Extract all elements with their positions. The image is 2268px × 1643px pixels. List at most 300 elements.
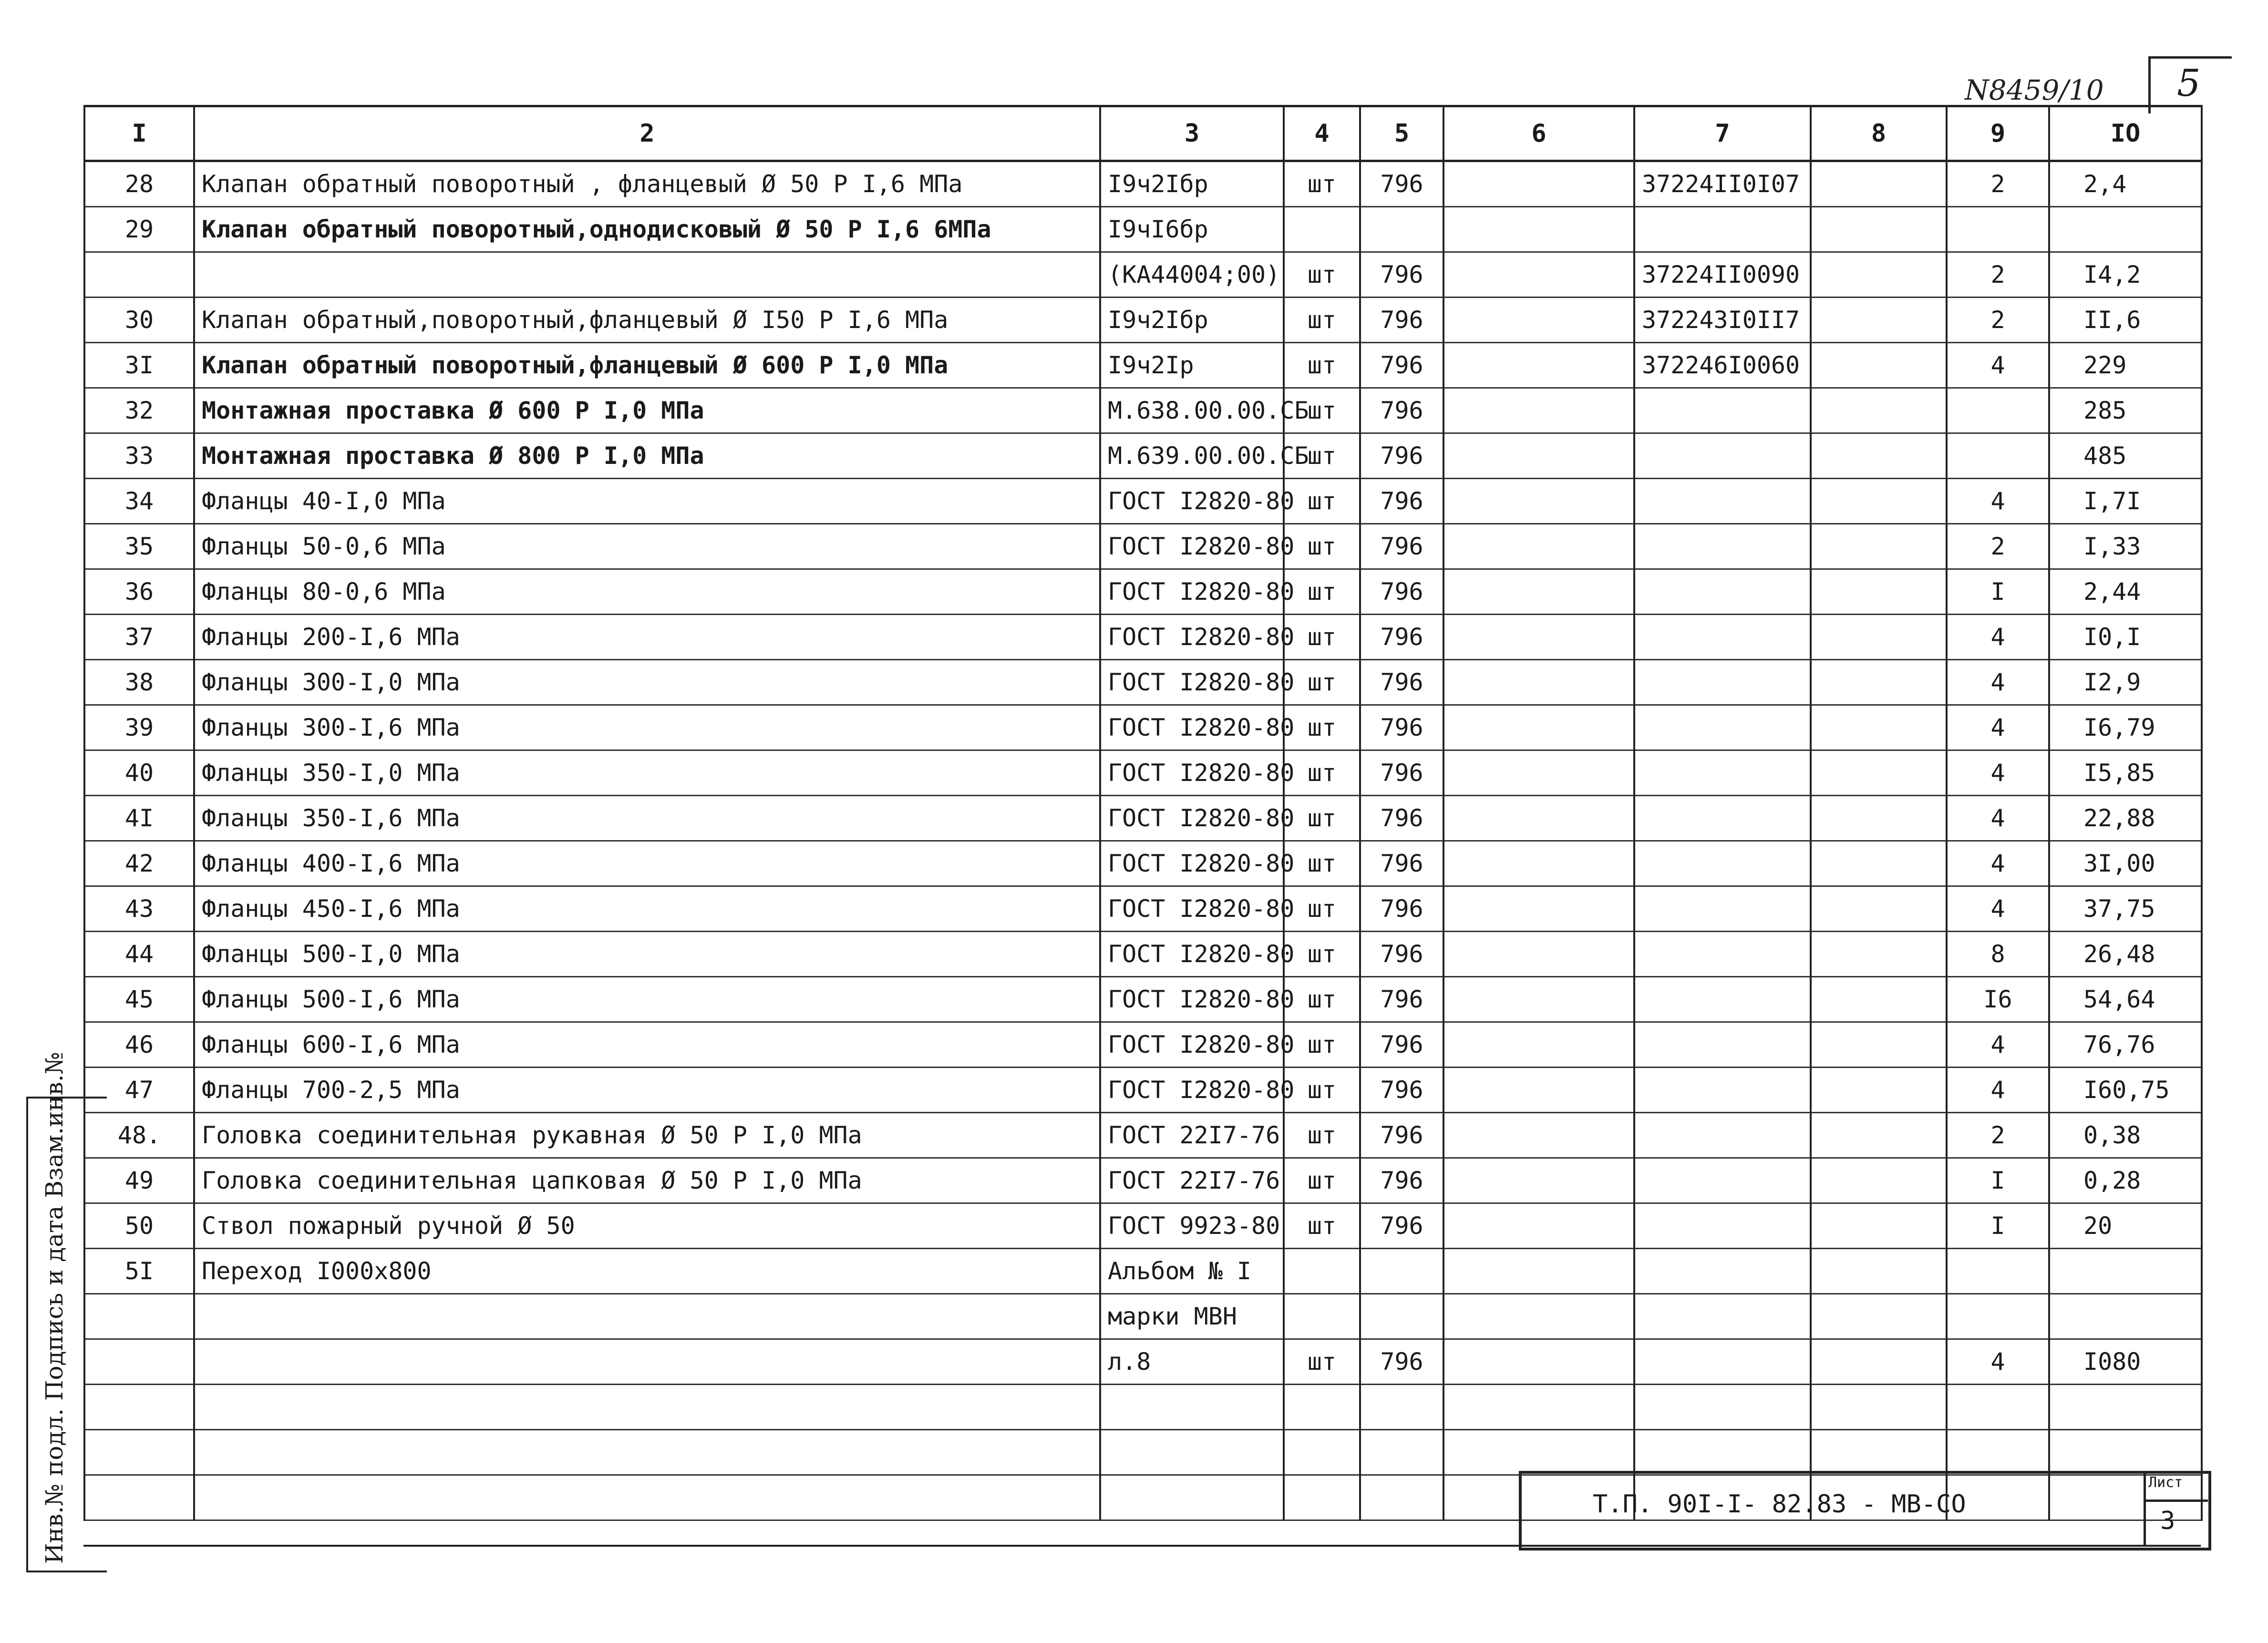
row-designation <box>1100 1475 1284 1520</box>
row-mass: 22,88 <box>2049 796 2202 841</box>
row-name <box>194 1339 1100 1385</box>
row-code <box>1634 569 1811 615</box>
row-unit-code <box>1360 1430 1443 1475</box>
row-unit: шт <box>1284 750 1360 796</box>
row-unit <box>1284 1430 1360 1475</box>
row-code <box>1634 1113 1811 1158</box>
row-quantity: I <box>1947 1203 2049 1249</box>
row-unit: шт <box>1284 977 1360 1022</box>
row-code <box>1634 479 1811 524</box>
row-unit: шт <box>1284 433 1360 479</box>
row-unit: шт <box>1284 932 1360 977</box>
row-unit-code: 796 <box>1360 750 1443 796</box>
row-code <box>1634 1158 1811 1203</box>
row-number: 50 <box>84 1203 194 1249</box>
row-col8 <box>1811 298 1947 343</box>
row-unit: шт <box>1284 1158 1360 1203</box>
row-col6 <box>1443 161 1634 207</box>
row-unit: шт <box>1284 615 1360 660</box>
row-unit-code <box>1360 1475 1443 1520</box>
table-row <box>84 1203 2202 1249</box>
row-col8 <box>1811 1158 1947 1203</box>
header-col-1: I <box>84 106 194 161</box>
handwritten-number: N8459/10 <box>1965 74 2104 106</box>
row-name: Переход I000х800 <box>194 1249 1100 1294</box>
row-code <box>1634 1249 1811 1294</box>
row-quantity: I6 <box>1947 977 2049 1022</box>
row-col8 <box>1811 479 1947 524</box>
row-name: Фланцы 600-I,6 МПа <box>194 1022 1100 1068</box>
row-unit: шт <box>1284 1113 1360 1158</box>
row-col6 <box>1443 660 1634 705</box>
row-quantity <box>1947 433 2049 479</box>
row-mass: I,33 <box>2049 524 2202 569</box>
row-number: 49 <box>84 1158 194 1203</box>
row-code <box>1634 977 1811 1022</box>
row-designation: I9ч2Iр <box>1100 343 1284 388</box>
row-col6 <box>1443 750 1634 796</box>
row-name <box>194 1430 1100 1475</box>
row-quantity <box>1947 1249 2049 1294</box>
row-designation: ГОСТ I2820-80 <box>1100 660 1284 705</box>
table-row <box>84 932 2202 977</box>
row-unit-code: 796 <box>1360 1022 1443 1068</box>
row-quantity: 2 <box>1947 161 2049 207</box>
row-unit-code: 796 <box>1360 660 1443 705</box>
table-row <box>84 388 2202 433</box>
row-name: Фланцы 350-I,0 МПа <box>194 750 1100 796</box>
row-unit: шт <box>1284 1203 1360 1249</box>
row-name: Головка соединительная цапковая Ø 50 Р I,0 МПа <box>194 1158 1100 1203</box>
row-col8 <box>1811 750 1947 796</box>
row-number: 28 <box>84 161 194 207</box>
row-unit-code: 796 <box>1360 479 1443 524</box>
row-unit-code <box>1360 1385 1443 1430</box>
row-unit-code: 796 <box>1360 1203 1443 1249</box>
row-code <box>1634 433 1811 479</box>
row-code <box>1634 1294 1811 1339</box>
row-unit-code <box>1360 1294 1443 1339</box>
row-number: 42 <box>84 841 194 886</box>
row-mass: I5,85 <box>2049 750 2202 796</box>
row-designation: I9ч2Iбр <box>1100 298 1284 343</box>
row-mass: 285 <box>2049 388 2202 433</box>
row-designation: М.639.00.00.СБ <box>1100 433 1284 479</box>
row-designation: Альбом № I <box>1100 1249 1284 1294</box>
row-unit-code: 796 <box>1360 1339 1443 1385</box>
row-name: Фланцы 450-I,6 МПа <box>194 886 1100 932</box>
row-number: 46 <box>84 1022 194 1068</box>
table-row <box>84 252 2202 298</box>
row-unit-code: 796 <box>1360 841 1443 886</box>
row-col8 <box>1811 161 1947 207</box>
row-col6 <box>1443 1158 1634 1203</box>
row-unit-code: 796 <box>1360 977 1443 1022</box>
row-col6 <box>1443 841 1634 886</box>
row-code <box>1634 1430 1811 1475</box>
row-mass: 76,76 <box>2049 1022 2202 1068</box>
row-col6 <box>1443 479 1634 524</box>
row-mass: I4,2 <box>2049 252 2202 298</box>
row-number <box>84 252 194 298</box>
row-number: 5I <box>84 1249 194 1294</box>
row-number: 48. <box>84 1113 194 1158</box>
row-code <box>1634 1068 1811 1113</box>
row-number: 33 <box>84 433 194 479</box>
row-designation: ГОСТ I2820-80 <box>1100 1068 1284 1113</box>
row-quantity: 4 <box>1947 705 2049 750</box>
row-number: 44 <box>84 932 194 977</box>
row-unit-code: 796 <box>1360 1113 1443 1158</box>
row-col8 <box>1811 207 1947 252</box>
row-col6 <box>1443 298 1634 343</box>
row-unit: шт <box>1284 161 1360 207</box>
row-quantity: 8 <box>1947 932 2049 977</box>
row-unit-code: 796 <box>1360 932 1443 977</box>
row-designation: марки МВН <box>1100 1294 1284 1339</box>
row-code <box>1634 615 1811 660</box>
row-mass: 54,64 <box>2049 977 2202 1022</box>
row-designation <box>1100 1385 1284 1430</box>
row-designation: ГОСТ I2820-80 <box>1100 796 1284 841</box>
row-unit-code: 796 <box>1360 388 1443 433</box>
row-designation: (КА44004;00) <box>1100 252 1284 298</box>
table-row <box>84 615 2202 660</box>
row-name <box>194 1475 1100 1520</box>
row-quantity: 2 <box>1947 1113 2049 1158</box>
row-designation: М.638.00.00.СБ <box>1100 388 1284 433</box>
row-col6 <box>1443 932 1634 977</box>
row-designation: ГОСТ I2820-80 <box>1100 750 1284 796</box>
row-col6 <box>1443 886 1634 932</box>
row-mass: 485 <box>2049 433 2202 479</box>
row-name: Фланцы 350-I,6 МПа <box>194 796 1100 841</box>
row-unit: шт <box>1284 524 1360 569</box>
row-quantity: I <box>1947 569 2049 615</box>
row-mass: 2,44 <box>2049 569 2202 615</box>
row-quantity: 4 <box>1947 660 2049 705</box>
table-row <box>84 298 2202 343</box>
row-designation: ГОСТ I2820-80 <box>1100 524 1284 569</box>
header-col-2: 2 <box>194 106 1100 161</box>
row-mass: II,6 <box>2049 298 2202 343</box>
row-number: 45 <box>84 977 194 1022</box>
row-unit-code: 796 <box>1360 433 1443 479</box>
row-mass: 26,48 <box>2049 932 2202 977</box>
row-col8 <box>1811 524 1947 569</box>
row-unit-code: 796 <box>1360 705 1443 750</box>
row-col8 <box>1811 1385 1947 1430</box>
row-quantity: 4 <box>1947 615 2049 660</box>
row-code <box>1634 1203 1811 1249</box>
row-col6 <box>1443 1022 1634 1068</box>
row-number: 40 <box>84 750 194 796</box>
table-row <box>84 660 2202 705</box>
row-unit-code: 796 <box>1360 615 1443 660</box>
row-col8 <box>1811 796 1947 841</box>
row-unit-code: 796 <box>1360 524 1443 569</box>
row-number: 34 <box>84 479 194 524</box>
row-name: Клапан обратный поворотный , фланцевый Ø 50 Р I,6 МПа <box>194 161 1100 207</box>
row-name: Фланцы 40-I,0 МПа <box>194 479 1100 524</box>
row-number: 3I <box>84 343 194 388</box>
row-quantity: 2 <box>1947 298 2049 343</box>
row-mass: I080 <box>2049 1339 2202 1385</box>
row-designation: I9ч2Iбр <box>1100 161 1284 207</box>
row-code <box>1634 705 1811 750</box>
row-code: 372243I0II7 <box>1634 298 1811 343</box>
row-code <box>1634 932 1811 977</box>
row-quantity: 4 <box>1947 1339 2049 1385</box>
table-row <box>84 1294 2202 1339</box>
row-col6 <box>1443 433 1634 479</box>
header-col-4: 4 <box>1284 106 1360 161</box>
row-number: 37 <box>84 615 194 660</box>
sheet-number: 3 <box>2160 1507 2175 1535</box>
row-col6 <box>1443 388 1634 433</box>
row-designation: ГОСТ 22I7-76 <box>1100 1113 1284 1158</box>
row-mass <box>2049 1385 2202 1430</box>
row-code <box>1634 207 1811 252</box>
row-code <box>1634 796 1811 841</box>
table-row <box>84 1113 2202 1158</box>
row-code: 37224II0090 <box>1634 252 1811 298</box>
row-mass <box>2049 1249 2202 1294</box>
row-unit: шт <box>1284 479 1360 524</box>
row-quantity: 4 <box>1947 841 2049 886</box>
row-unit-code: 796 <box>1360 343 1443 388</box>
row-col8 <box>1811 1113 1947 1158</box>
row-col8 <box>1811 1339 1947 1385</box>
row-unit: шт <box>1284 660 1360 705</box>
row-unit-code: 796 <box>1360 252 1443 298</box>
row-code <box>1634 388 1811 433</box>
row-unit <box>1284 1385 1360 1430</box>
row-code <box>1634 750 1811 796</box>
row-unit-code <box>1360 207 1443 252</box>
row-designation: ГОСТ 9923-80 <box>1100 1203 1284 1249</box>
row-designation: ГОСТ I2820-80 <box>1100 479 1284 524</box>
row-col8 <box>1811 977 1947 1022</box>
row-quantity: 4 <box>1947 750 2049 796</box>
row-name: Фланцы 200-I,6 МПа <box>194 615 1100 660</box>
row-name: Фланцы 500-I,0 МПа <box>194 932 1100 977</box>
table-row <box>84 796 2202 841</box>
row-col8 <box>1811 1430 1947 1475</box>
row-unit: шт <box>1284 1068 1360 1113</box>
row-unit <box>1284 1475 1360 1520</box>
row-unit: шт <box>1284 569 1360 615</box>
row-name: Фланцы 500-I,6 МПа <box>194 977 1100 1022</box>
table-row <box>84 207 2202 252</box>
row-col6 <box>1443 524 1634 569</box>
row-mass: 0,28 <box>2049 1158 2202 1203</box>
row-mass: 20 <box>2049 1203 2202 1249</box>
table-row <box>84 750 2202 796</box>
header-col-6: 6 <box>1443 106 1634 161</box>
row-unit <box>1284 1294 1360 1339</box>
row-col8 <box>1811 1203 1947 1249</box>
header-col-9: 9 <box>1947 106 2049 161</box>
row-name: Клапан обратный поворотный,фланцевый Ø 600 Р I,0 МПа <box>194 343 1100 388</box>
row-unit: шт <box>1284 886 1360 932</box>
row-mass: 3I,00 <box>2049 841 2202 886</box>
row-code: 37224II0I07 <box>1634 161 1811 207</box>
row-col6 <box>1443 252 1634 298</box>
row-col6 <box>1443 1113 1634 1158</box>
row-mass: I0,I <box>2049 615 2202 660</box>
row-col6 <box>1443 569 1634 615</box>
table-row <box>84 1339 2202 1385</box>
row-unit: шт <box>1284 388 1360 433</box>
row-designation: л.8 <box>1100 1339 1284 1385</box>
row-number: 43 <box>84 886 194 932</box>
row-unit-code: 796 <box>1360 1158 1443 1203</box>
page-number: 5 <box>2177 62 2201 105</box>
table-row <box>84 1068 2202 1113</box>
row-number: 38 <box>84 660 194 705</box>
row-unit <box>1284 1249 1360 1294</box>
row-quantity <box>1947 1385 2049 1430</box>
row-unit <box>1284 207 1360 252</box>
row-designation: ГОСТ I2820-80 <box>1100 886 1284 932</box>
row-col8 <box>1811 841 1947 886</box>
row-col6 <box>1443 1430 1634 1475</box>
row-mass: I6,79 <box>2049 705 2202 750</box>
row-col6 <box>1443 1339 1634 1385</box>
row-unit: шт <box>1284 1339 1360 1385</box>
row-name: Головка соединительная рукавная Ø 50 Р I,0 МПа <box>194 1113 1100 1158</box>
row-mass <box>2049 207 2202 252</box>
row-number: 29 <box>84 207 194 252</box>
table-row <box>84 524 2202 569</box>
row-number: 47 <box>84 1068 194 1113</box>
row-quantity: 4 <box>1947 479 2049 524</box>
row-mass: 229 <box>2049 343 2202 388</box>
row-col8 <box>1811 1294 1947 1339</box>
row-designation: ГОСТ I2820-80 <box>1100 932 1284 977</box>
table-row <box>84 161 2202 207</box>
row-unit: шт <box>1284 1022 1360 1068</box>
header-col-8: 8 <box>1811 106 1947 161</box>
row-code <box>1634 1339 1811 1385</box>
row-designation: ГОСТ I2820-80 <box>1100 705 1284 750</box>
row-unit: шт <box>1284 252 1360 298</box>
table-row <box>84 1385 2202 1430</box>
row-quantity: 4 <box>1947 1022 2049 1068</box>
row-code <box>1634 660 1811 705</box>
row-quantity: 4 <box>1947 343 2049 388</box>
row-unit: шт <box>1284 841 1360 886</box>
table-row <box>84 841 2202 886</box>
row-quantity <box>1947 1294 2049 1339</box>
row-col8 <box>1811 886 1947 932</box>
row-col6 <box>1443 1294 1634 1339</box>
row-quantity: 4 <box>1947 886 2049 932</box>
table-row <box>84 1022 2202 1068</box>
table-row <box>84 479 2202 524</box>
side-stamp-label: Инв.№ подл. Подпись и дата Взам.инв.№ <box>41 1052 68 1564</box>
row-quantity: I <box>1947 1158 2049 1203</box>
row-unit: шт <box>1284 298 1360 343</box>
row-col8 <box>1811 932 1947 977</box>
row-col6 <box>1443 796 1634 841</box>
row-mass <box>2049 1430 2202 1475</box>
row-unit: шт <box>1284 343 1360 388</box>
row-name <box>194 1294 1100 1339</box>
row-col8 <box>1811 705 1947 750</box>
row-designation: ГОСТ I2820-80 <box>1100 569 1284 615</box>
row-quantity: 4 <box>1947 1068 2049 1113</box>
row-mass: 2,4 <box>2049 161 2202 207</box>
row-col8 <box>1811 252 1947 298</box>
row-code <box>1634 1022 1811 1068</box>
table-row <box>84 343 2202 388</box>
row-col8 <box>1811 1022 1947 1068</box>
row-quantity <box>1947 1430 2049 1475</box>
row-unit-code <box>1360 1249 1443 1294</box>
row-col8 <box>1811 433 1947 479</box>
row-unit-code: 796 <box>1360 886 1443 932</box>
row-col8 <box>1811 343 1947 388</box>
row-mass: 37,75 <box>2049 886 2202 932</box>
table-row <box>84 886 2202 932</box>
row-col6 <box>1443 977 1634 1022</box>
table-row <box>84 705 2202 750</box>
row-unit: шт <box>1284 705 1360 750</box>
row-quantity: 2 <box>1947 524 2049 569</box>
row-designation: ГОСТ I2820-80 <box>1100 615 1284 660</box>
row-code <box>1634 841 1811 886</box>
row-mass <box>2049 1294 2202 1339</box>
row-mass: I60,75 <box>2049 1068 2202 1113</box>
row-code <box>1634 886 1811 932</box>
row-col8 <box>1811 1249 1947 1294</box>
header-col-3: 3 <box>1100 106 1284 161</box>
row-number: 30 <box>84 298 194 343</box>
row-col6 <box>1443 343 1634 388</box>
row-name <box>194 252 1100 298</box>
row-mass: I,7I <box>2049 479 2202 524</box>
header-row <box>84 106 2202 161</box>
row-col6 <box>1443 1385 1634 1430</box>
header-col-5: 5 <box>1360 106 1443 161</box>
header-col-7: 7 <box>1634 106 1811 161</box>
row-code <box>1634 1385 1811 1430</box>
row-col8 <box>1811 388 1947 433</box>
row-designation <box>1100 1430 1284 1475</box>
row-quantity: 4 <box>1947 796 2049 841</box>
table-row <box>84 977 2202 1022</box>
row-name: Ствол пожарный ручной Ø 50 <box>194 1203 1100 1249</box>
row-col6 <box>1443 615 1634 660</box>
row-number: 39 <box>84 705 194 750</box>
table-row <box>84 569 2202 615</box>
row-unit-code: 796 <box>1360 161 1443 207</box>
row-col8 <box>1811 569 1947 615</box>
row-col6 <box>1443 207 1634 252</box>
row-name: Клапан обратный поворотный,однодисковый Ø 50 Р I,6 6МПа <box>194 207 1100 252</box>
table-row <box>84 1249 2202 1294</box>
row-name: Фланцы 300-I,0 МПа <box>194 660 1100 705</box>
row-unit-code: 796 <box>1360 569 1443 615</box>
table-row <box>84 1430 2202 1475</box>
row-quantity <box>1947 207 2049 252</box>
row-name: Фланцы 80-0,6 МПа <box>194 569 1100 615</box>
row-name: Фланцы 300-I,6 МПа <box>194 705 1100 750</box>
row-unit: шт <box>1284 796 1360 841</box>
row-unit-code: 796 <box>1360 298 1443 343</box>
